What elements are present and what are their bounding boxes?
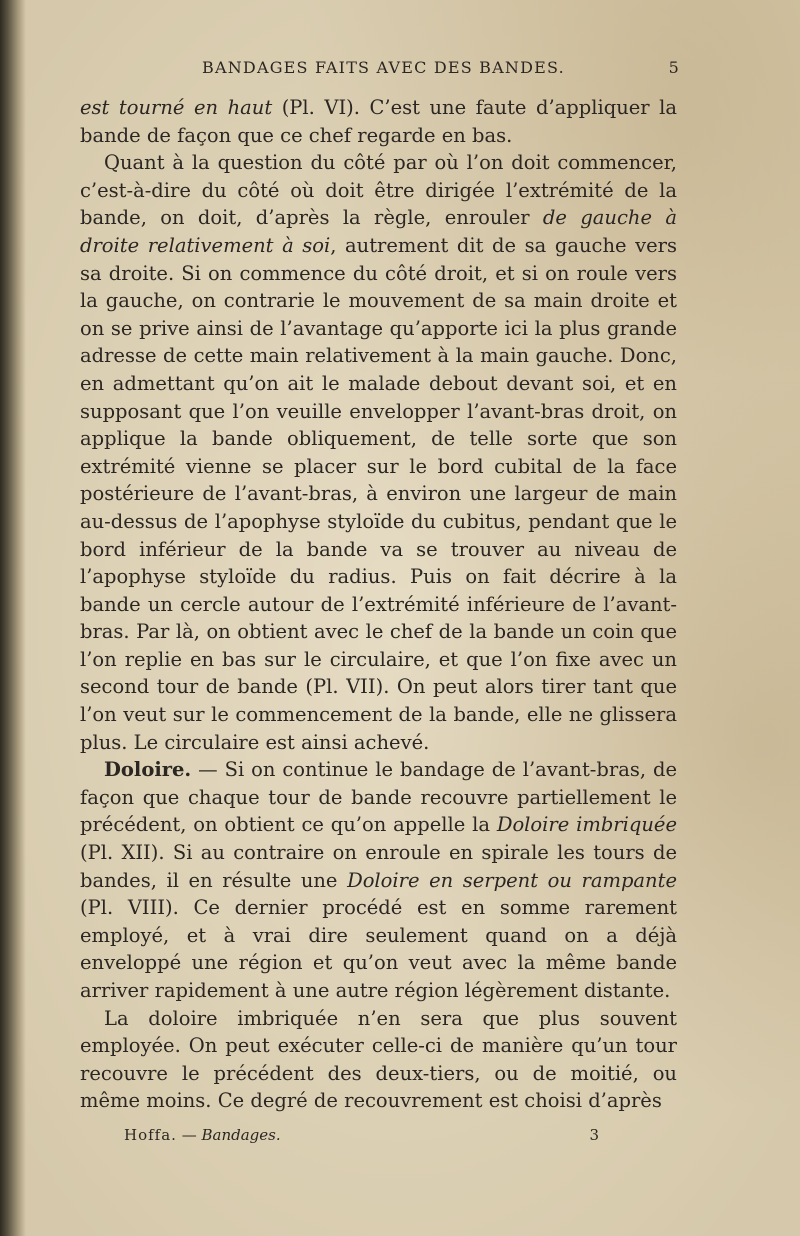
signature-author: Hoffa. xyxy=(124,1126,177,1144)
signature-title: Bandages. xyxy=(201,1126,281,1144)
italic-text: Doloire imbriquée xyxy=(496,813,677,837)
italic-text: Doloire en serpent ou rampante xyxy=(347,868,677,892)
signature-line xyxy=(124,1126,599,1152)
page-header xyxy=(80,58,680,84)
text-run: , autrement dit de sa gauche vers sa droite. Si on commence du côté droit, et si on roule vers la gauche, on contrarie le mouvement de sa main droite et on se prive ainsi de l’avantage qu’apporte ici la plus grande adresse de cette main relativement à la main gauche. Donc, en admettant qu’on ait le malade debout devant soi, et en supposant que l’on veuille envelopper l’avant-bras droit, on applique la bande obliquement, de telle sorte que son extrémité vienne se placer sur le bord cubital de la face postérieure de l’avant-bras, à environ une largeur de main au-dessus de l’apophyse styloïde du cubitus, pendant que le bord inférieur de la bande va se trouver au niveau de l’apophyse styloïde du radius. Puis on fait décrire à la bande un cercle autour de l’extrémité inférieure de l’avant-bras. Par là, on obtient avec le chef de la bande un coin que l’on replie en bas sur le circulaire, et que l’on fixe avec un second tour de bande (Pl. VII). On peut alors tirer tant que l’on veut sur le commencement de la bande, elle ne glissera plus. Le circulaire est ainsi achevé. xyxy=(80,233,677,754)
text-run: (Pl. VIII). Ce dernier procédé est en somme rarement employé, et à vrai dire seulement quand on a déjà enveloppé une région et qu’on veut avec la même bande arriver rapidement à une autre région légèrement distante. xyxy=(80,896,677,1002)
text-run: — Si on continue le bandage de l’avant-bras, de façon que chaque tour de bande recouvre partiellement le précédent, on obtient ce qu’on appelle la xyxy=(80,758,677,837)
text-run: La doloire imbriquée n’en sera que plus souvent employée. On peut exécuter celle-ci de manière qu’un tour recouvre le précédent des deux-tiers, ou de moitié, ou même moins. Ce degré de recouvrement est choisi d’après xyxy=(80,1006,677,1113)
section-heading: Doloire. xyxy=(104,758,192,782)
paragraph xyxy=(80,1005,677,1115)
text-run: Quant à la question du côté par où l’on doit commencer, c’est-à-dire du côté où doit être dirigée l’extrémité de la bande, on doit, d’après la règle, enrouler xyxy=(80,151,677,230)
book-binding-shadow xyxy=(0,0,26,1236)
body-text xyxy=(80,94,677,1115)
signature-separator: — xyxy=(176,1126,202,1144)
italic-text: de gauche à droite relativement à soi xyxy=(80,206,677,257)
running-title: BANDAGES FAITS AVEC DES BANDES. xyxy=(202,58,565,77)
paragraph xyxy=(80,149,677,756)
text-run: (Pl. VI). C’est une faute d’appliquer la bande de façon que ce chef regarde en bas. xyxy=(80,96,677,147)
italic-text: est tourné en haut xyxy=(80,96,273,119)
page-number: 5 xyxy=(668,58,680,77)
paragraph xyxy=(80,756,677,1004)
signature-number: 3 xyxy=(589,1126,599,1144)
text-run: (Pl. XII). Si au contraire on enroule en spirale les tours de bandes, il en résulte une xyxy=(80,841,677,892)
paragraph xyxy=(80,94,677,149)
